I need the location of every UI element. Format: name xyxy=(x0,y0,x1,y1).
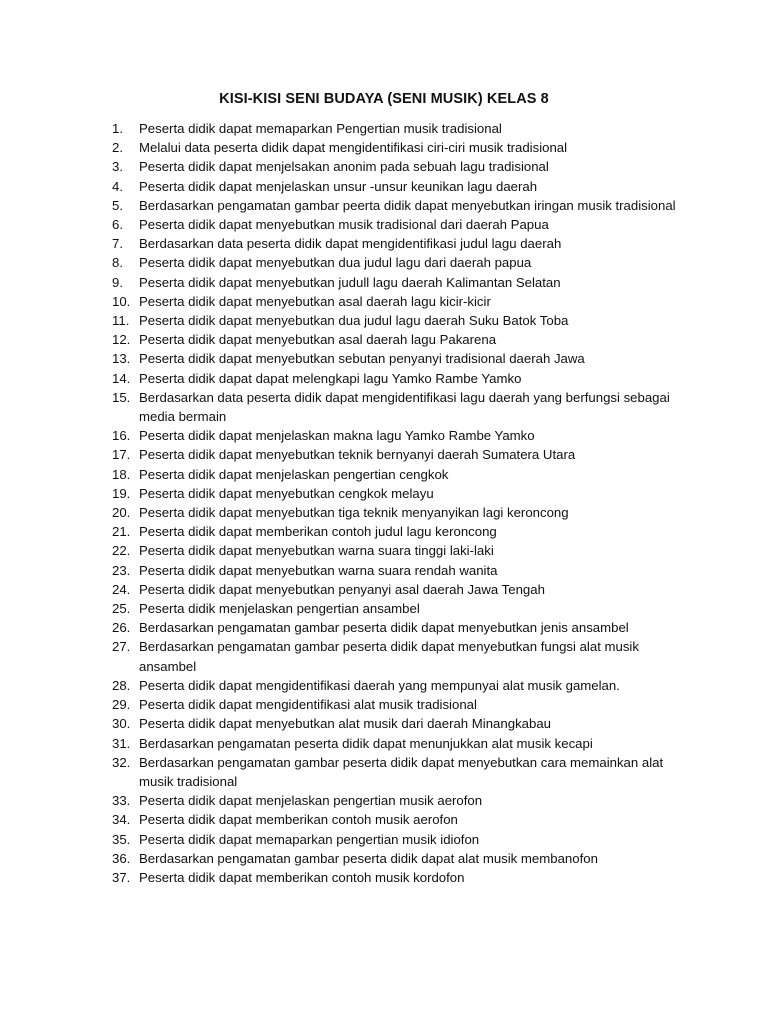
list-item xyxy=(112,849,692,868)
list-item-text: Peserta didik dapat menjelaskan makna lagu Yamko Rambe Yamko xyxy=(139,428,535,444)
list-item-number: 23. xyxy=(112,562,131,578)
list-item-text: Peserta didik dapat menyebutkan warna suara rendah wanita xyxy=(139,562,498,578)
list-item-number: 9. xyxy=(112,274,123,290)
list-item-number: 25. xyxy=(112,601,131,617)
list-item-number: 10. xyxy=(112,293,131,309)
list-item-text: Peserta didik dapat menyebutkan dua judul lagu dari daerah papua xyxy=(139,255,532,271)
list-item-text: Peserta didik dapat menyebutkan judull lagu daerah Kalimantan Selatan xyxy=(139,274,561,290)
list-item-text: Berdasarkan pengamatan gambar peserta didik dapat menyebutkan jenis ansambel xyxy=(139,620,629,636)
list-item xyxy=(112,253,692,272)
list-item-text: Peserta didik dapat memberikan contoh judul lagu keroncong xyxy=(139,524,497,540)
list-item-number: 6. xyxy=(112,217,123,233)
document-title: KISI-KISI SENI BUDAYA (SENI MUSIK) KELAS 8 xyxy=(219,91,549,107)
list-item-number: 17. xyxy=(112,447,131,463)
list-item-number: 29. xyxy=(112,697,131,713)
list-item xyxy=(112,426,692,445)
list-item xyxy=(112,234,692,253)
list-item xyxy=(112,273,692,292)
list-item xyxy=(112,676,692,695)
list-item xyxy=(112,215,692,234)
list-item xyxy=(112,177,692,196)
list-item-number: 2. xyxy=(112,140,123,156)
list-item-number: 16. xyxy=(112,428,131,444)
list-item-number: 26. xyxy=(112,620,131,636)
list-item-number: 19. xyxy=(112,485,131,501)
list-item-text: Peserta didik dapat menjelaskan pengertian cengkok xyxy=(139,466,449,482)
list-item-number: 22. xyxy=(112,543,131,559)
list-item-text: Berdasarkan pengamatan gambar peserta didik dapat menyebutkan cara memainkan alat musik tradisional xyxy=(139,754,664,789)
list-item-number: 21. xyxy=(112,524,131,540)
list-item-text: Peserta didik dapat menjelaskan pengertian musik aerofon xyxy=(139,793,483,809)
list-item xyxy=(112,791,692,810)
list-item xyxy=(112,311,692,330)
list-item-text: Peserta didik dapat menyebutkan penyanyi asal daerah Jawa Tengah xyxy=(139,581,545,597)
list-item xyxy=(112,138,692,157)
list-item-number: 35. xyxy=(112,831,131,847)
list-item xyxy=(112,349,692,368)
list-item-text: Peserta didik dapat menyebutkan tiga teknik menyanyikan lagi keroncong xyxy=(139,505,569,521)
list-item-text: Peserta didik dapat mengidentifikasi daerah yang mempunyai alat musik gamelan. xyxy=(139,677,620,693)
list-item-text: Peserta didik dapat menyebutkan cengkok melayu xyxy=(139,485,434,501)
list-item xyxy=(112,157,692,176)
list-item-text: Peserta didik dapat mengidentifikasi alat musik tradisional xyxy=(139,697,477,713)
list-item xyxy=(112,388,692,426)
list-item-number: 28. xyxy=(112,677,131,693)
list-item-number: 14. xyxy=(112,370,131,386)
list-item xyxy=(112,330,692,349)
list-item-text: Peserta didik dapat menyebutkan teknik bernyanyi daerah Sumatera Utara xyxy=(139,447,576,463)
list-item-text: Berdasarkan data peserta didik dapat mengidentifikasi lagu daerah yang berfungsi sebagai media bermain xyxy=(139,389,670,425)
list-item-number: 7. xyxy=(112,236,123,252)
list-item-number: 3. xyxy=(112,159,123,175)
list-item-text: Berdasarkan pengamatan gambar peerta didik dapat menyebutkan iringan musik tradisional xyxy=(139,197,676,213)
list-item-text: Berdasarkan pengamatan gambar peserta didik dapat alat musik membanofon xyxy=(139,850,598,866)
list-item-text: Peserta didik dapat memaparkan Pengertian musik tradisional xyxy=(139,121,502,136)
list-item-number: 11. xyxy=(112,313,130,329)
list-item xyxy=(112,292,692,311)
list-item xyxy=(112,810,692,829)
list-item-number: 1. xyxy=(112,121,123,136)
list-item xyxy=(112,561,692,580)
list-item-text: Melalui data peserta didik dapat mengidentifikasi ciri-ciri musik tradisional xyxy=(139,140,568,156)
list-item xyxy=(112,522,692,541)
list-item-text: Peserta didik dapat menyebutkan musik tradisional dari daerah Papua xyxy=(139,217,549,233)
list-item-text: Peserta didik dapat memaparkan pengertian musik idiofon xyxy=(139,831,480,847)
list-item-text: Peserta didik dapat menyebutkan warna suara tinggi laki-laki xyxy=(139,543,494,559)
list-item-number: 27. xyxy=(112,639,131,655)
list-item xyxy=(112,714,692,733)
list-item xyxy=(112,369,692,388)
list-item xyxy=(112,599,692,618)
list-item-text: Peserta didik dapat menjelaskan unsur -unsur keunikan lagu daerah xyxy=(139,178,538,194)
list-item xyxy=(112,618,692,637)
list-item-number: 20. xyxy=(112,505,131,521)
list-item xyxy=(112,734,692,753)
list-item xyxy=(112,196,692,215)
list-item xyxy=(112,637,692,675)
list-item xyxy=(112,580,692,599)
grid-item-list xyxy=(112,119,692,887)
list-item-number: 18. xyxy=(112,466,131,482)
list-item-number: 24. xyxy=(112,581,131,597)
list-item-text: Peserta didik dapat menyebutkan asal daerah lagu Pakarena xyxy=(139,332,497,348)
list-item-number: 15. xyxy=(112,389,131,405)
list-item xyxy=(112,119,692,138)
list-item-number: 34. xyxy=(112,812,131,828)
list-item-number: 30. xyxy=(112,716,131,732)
list-item-number: 4. xyxy=(112,178,123,194)
list-item-text: Peserta didik dapat memberikan contoh musik aerofon xyxy=(139,812,458,828)
list-item-text: Peserta didik menjelaskan pengertian ansambel xyxy=(139,601,420,617)
list-item xyxy=(112,541,692,560)
list-item-number: 32. xyxy=(112,754,131,770)
list-item-number: 8. xyxy=(112,255,123,271)
list-item-number: 13. xyxy=(112,351,131,367)
list-item-text: Peserta didik dapat menyebutkan alat musik dari daerah Minangkabau xyxy=(139,716,551,732)
list-item-number: 36. xyxy=(112,850,131,866)
list-item-text: Peserta didik dapat menyebutkan sebutan penyanyi tradisional daerah Jawa xyxy=(139,351,585,367)
list-item xyxy=(112,484,692,503)
list-item-text: Peserta didik dapat menyebutkan asal daerah lagu kicir-kicir xyxy=(139,293,491,309)
list-item-number: 12. xyxy=(112,332,131,348)
list-item xyxy=(112,695,692,714)
list-item xyxy=(112,830,692,849)
list-item-text: Berdasarkan pengamatan peserta didik dapat menunjukkan alat musik kecapi xyxy=(139,735,593,751)
list-item-text: Peserta didik dapat dapat melengkapi lagu Yamko Rambe Yamko xyxy=(139,370,522,386)
list-item-text: Peserta didik dapat menjelsakan anonim pada sebuah lagu tradisional xyxy=(139,159,549,175)
list-item-text: Berdasarkan data peserta didik dapat mengidentifikasi judul lagu daerah xyxy=(139,236,562,252)
list-item-text: Peserta didik dapat memberikan contoh musik kordofon xyxy=(139,869,465,885)
list-item-number: 31. xyxy=(112,735,131,751)
list-item-text: Peserta didik dapat menyebutkan dua judul lagu daerah Suku Batok Toba xyxy=(139,313,569,329)
list-item-number: 33. xyxy=(112,793,131,809)
list-item xyxy=(112,445,692,464)
list-item-number: 37. xyxy=(112,869,131,885)
list-item xyxy=(112,465,692,484)
list-item xyxy=(112,753,692,791)
list-item-text: Berdasarkan pengamatan gambar peserta didik dapat menyebutkan fungsi alat musik ansambel xyxy=(139,639,639,674)
list-item-number: 5. xyxy=(112,197,123,213)
list-item xyxy=(112,503,692,522)
list-item xyxy=(112,868,692,887)
